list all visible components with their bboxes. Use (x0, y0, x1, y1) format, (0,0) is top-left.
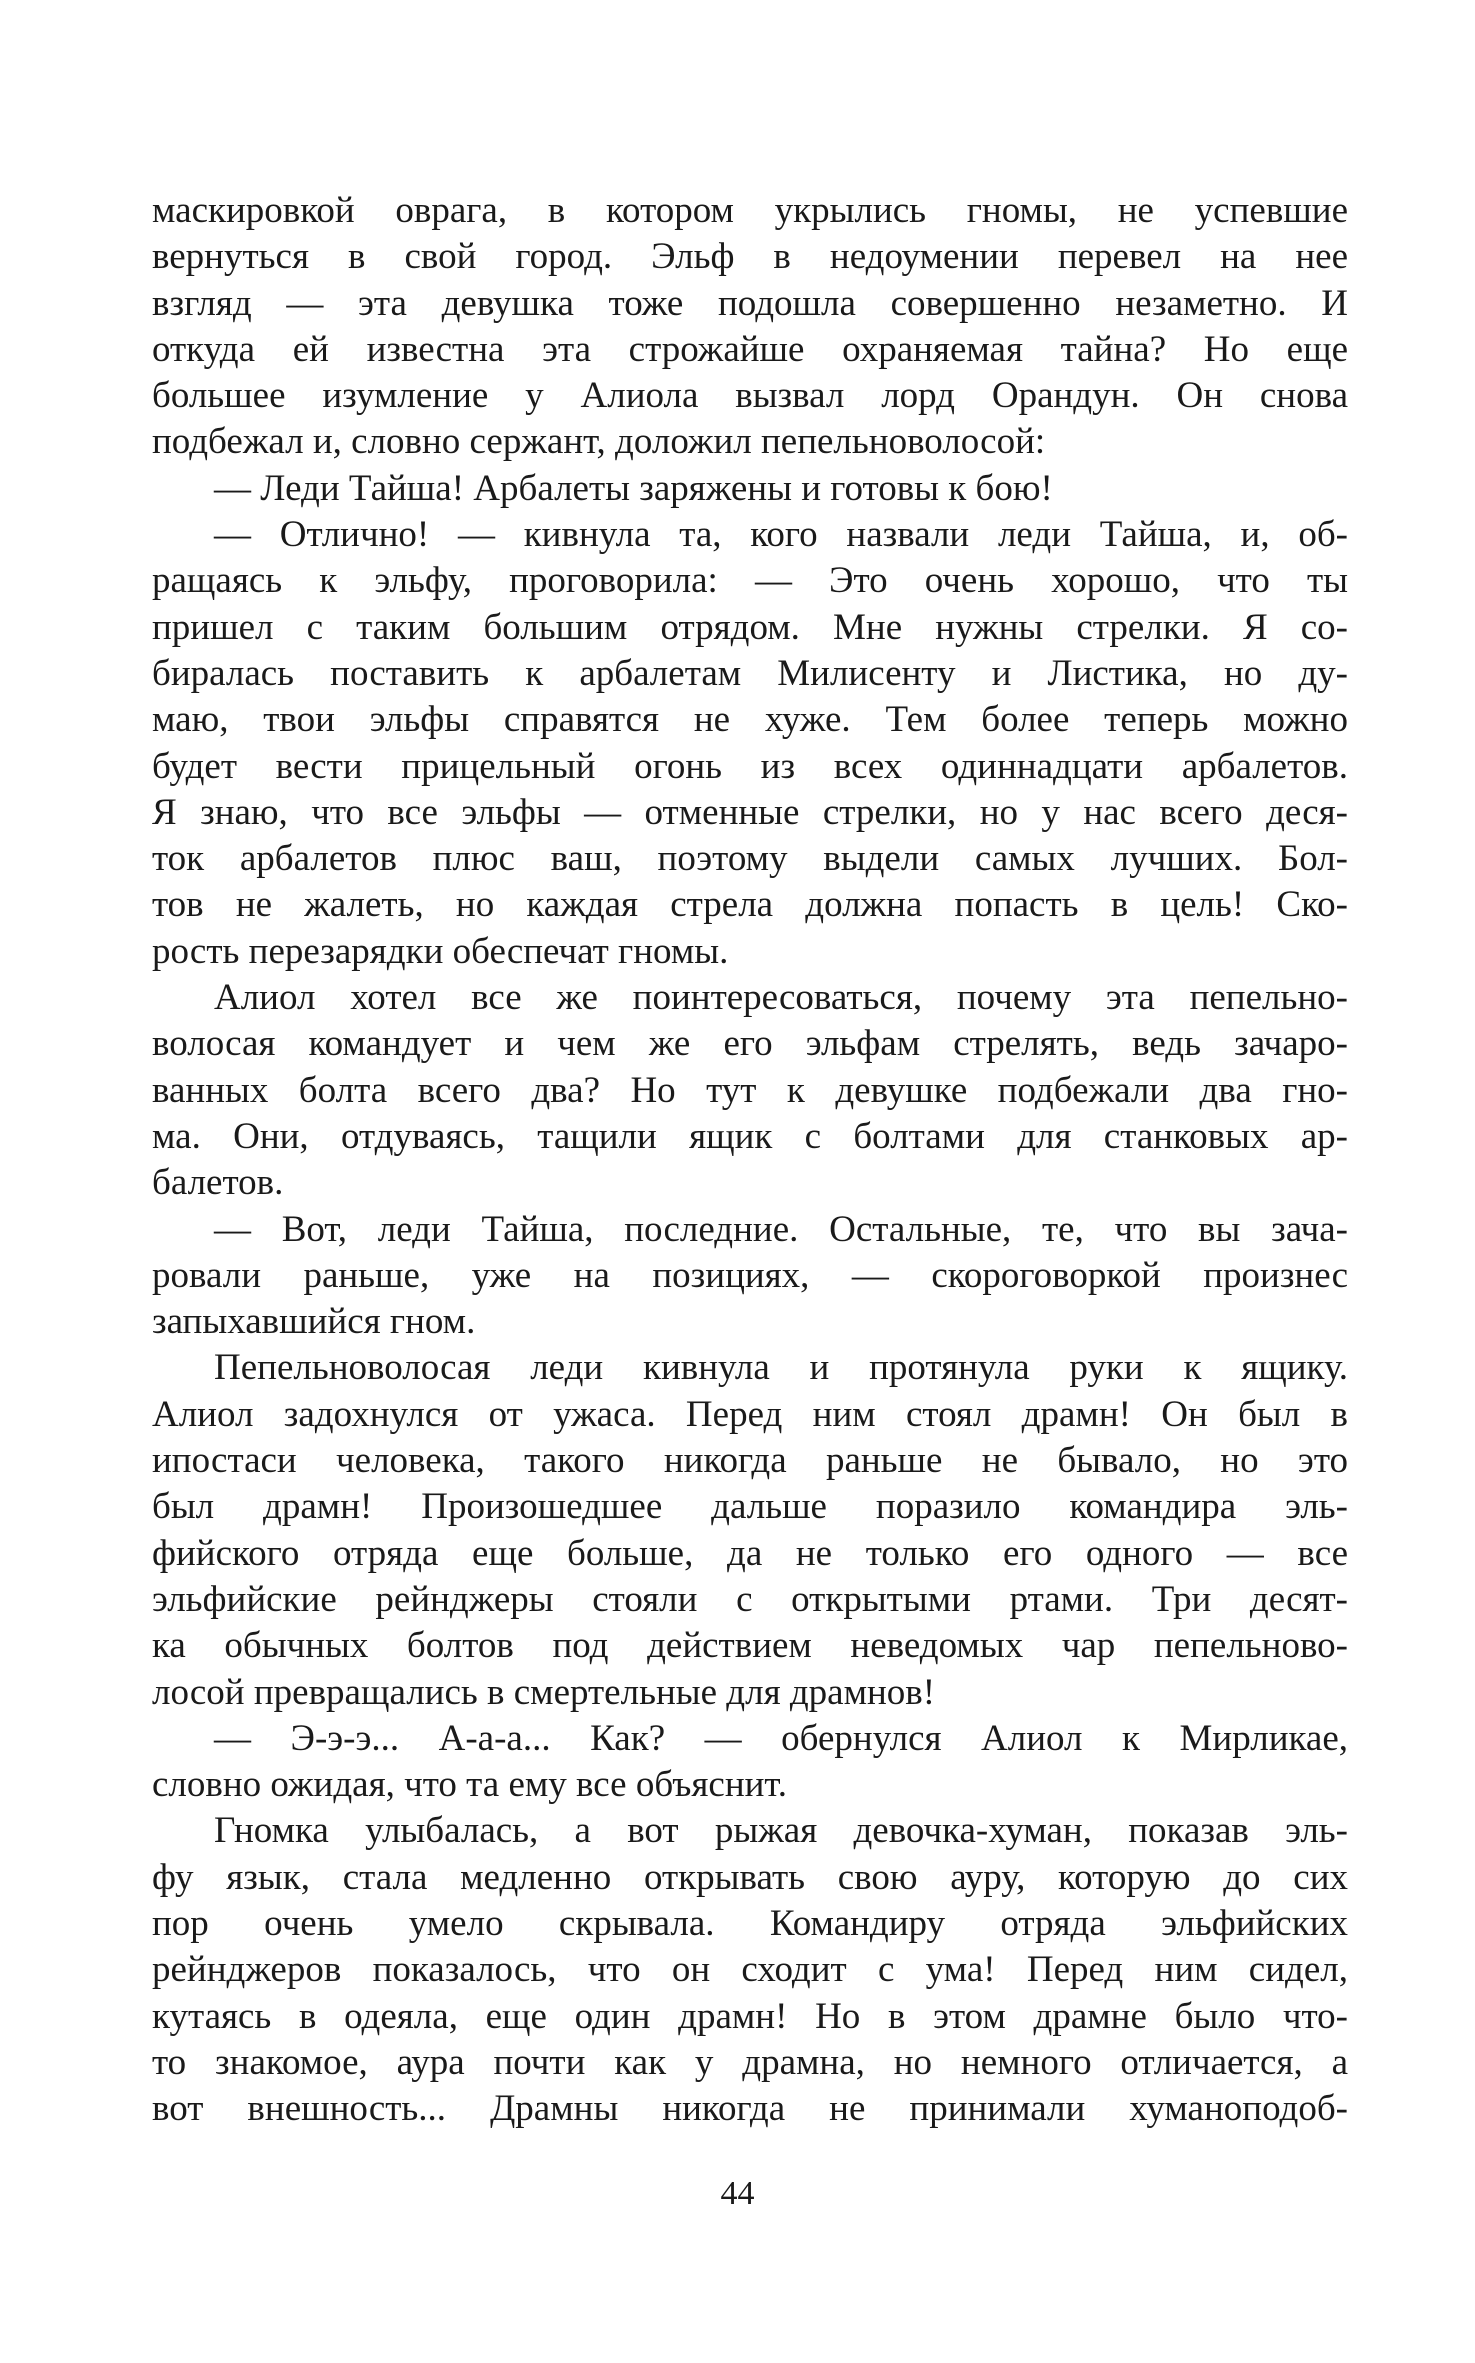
text-line: маю, твои эльфы справятся не хуже. Тем более теперь можно (152, 699, 1348, 741)
text-line: ращаясь к эльфу, проговорила: — Это очень хорошо, что ты (152, 560, 1348, 602)
text-line: вот внешность... Драмны никогда не принимали хуманоподоб- (152, 2088, 1348, 2130)
text-line: волосая командует и чем же его эльфам стрелять, ведь зачаро- (152, 1023, 1348, 1065)
text-line: ипостаси человека, такого никогда раньше не бывало, но это (152, 1440, 1348, 1482)
text-line: ка обычных болтов под действием неведомых чар пепельново- (152, 1625, 1348, 1667)
text-line: Алиол хотел все же поинтересоваться, почему эта пепельно- (214, 977, 1348, 1019)
text-line: большее изумление у Алиола вызвал лорд Орандун. Он снова (152, 375, 1348, 417)
text-line: Пепельноволосая леди кивнула и протянула руки к ящику. (214, 1347, 1348, 1389)
text-line: — Леди Тайша! Арбалеты заряжены и готовы к бою! (214, 467, 1053, 509)
text-line: тов не жалеть, но каждая стрела должна попасть в цель! Ско- (152, 884, 1348, 926)
page-number: 44 (720, 2175, 755, 2212)
text-line: эльфийские рейнджеры стояли с открытыми ртами. Три десят- (152, 1578, 1348, 1620)
text-line: вернуться в свой город. Эльф в недоумении перевел на нее (152, 236, 1348, 278)
page-body-text (152, 188, 1348, 2132)
text-line: то знакомое, аура почти как у драмна, но немного отличается, а (152, 2041, 1348, 2083)
text-line: ванных болта всего два? Но тут к девушке подбежали два гно- (152, 1069, 1348, 1111)
text-line: ма. Они, отдуваясь, тащили ящик с болтами для станковых ар- (152, 1115, 1348, 1157)
text-line: взгляд — эта девушка тоже подошла совершенно незаметно. И (152, 282, 1348, 324)
text-line: пришел с таким большим отрядом. Мне нужны стрелки. Я со- (152, 606, 1348, 648)
text-line: Я знаю, что все эльфы — отменные стрелки, но у нас всего деся- (152, 791, 1348, 833)
text-line: ток арбалетов плюс ваш, поэтому выдели самых лучших. Бол- (152, 838, 1348, 880)
text-line: был драмн! Произошедшее дальше поразило командира эль- (152, 1486, 1348, 1528)
text-line: фу язык, стала медленно открывать свою ауру, которую до сих (152, 1856, 1348, 1898)
text-line: запыхавшийся гном. (152, 1301, 476, 1343)
text-line: маскировкой оврага, в котором укрылись гномы, не успевшие (152, 190, 1348, 231)
text-line: кутаясь в одеяла, еще один драмн! Но в этом драмне было что- (152, 1995, 1348, 2037)
text-line: балетов. (152, 1162, 284, 1204)
text-line: Гномка улыбалась, а вот рыжая девочка-хуман, показав эль- (214, 1810, 1348, 1852)
text-line: — Вот, леди Тайша, последние. Остальные, те, что вы зача- (214, 1208, 1348, 1250)
text-line: — Отлично! — кивнула та, кого назвали леди Тайша, и, об- (214, 514, 1348, 556)
text-line: будет вести прицельный огонь из всех одиннадцати арбалетов. (152, 745, 1348, 787)
text-line: биралась поставить к арбалетам Милисенту и Листика, но ду- (152, 652, 1348, 694)
text-line: фийского отряда еще больше, да не только его одного — все (152, 1532, 1348, 1574)
text-line: Алиол задохнулся от ужаса. Перед ним стоял драмн! Он был в (152, 1393, 1348, 1435)
text-line: пор очень умело скрывала. Командиру отряда эльфийских (152, 1902, 1348, 1944)
text-line: подбежал и, словно сержант, доложил пепельноволосой: (152, 421, 1046, 463)
text-line: — Э-э-э... А-а-а... Как? — обернулся Алиол к Мирликае, (214, 1717, 1348, 1759)
text-line: лосой превращались в смертельные для драмнов! (152, 1671, 936, 1713)
text-line: словно ожидая, что та ему все объяснит. (152, 1764, 788, 1806)
text-line: рейнджеров показалось, что он сходит с ума! Перед ним сидел, (152, 1949, 1348, 1991)
text-line: ровали раньше, уже на позициях, — скороговоркой произнес (152, 1254, 1348, 1296)
text-line: рость перезарядки обеспечат гномы. (152, 930, 729, 972)
text-line: откуда ей известна эта строжайше охраняемая тайна? Но еще (152, 328, 1348, 370)
